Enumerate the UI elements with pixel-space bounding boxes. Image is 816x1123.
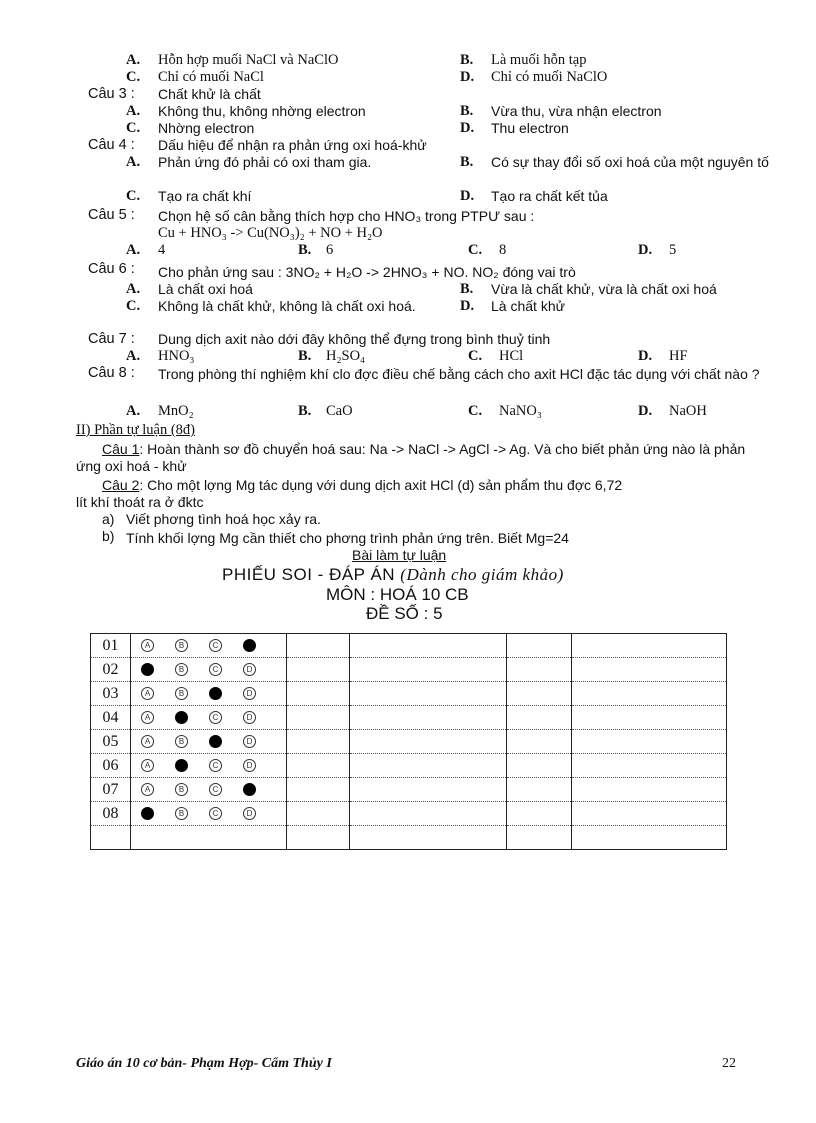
q2-a-label: A. — [126, 52, 141, 68]
q3-option-b: Vừa thu, vừa nhận electron — [491, 103, 662, 119]
answer-bubbles — [131, 826, 287, 850]
q4-a-label: A. — [126, 154, 141, 170]
answer-empty-cell — [572, 682, 727, 706]
q2-c-label: C. — [126, 69, 141, 85]
q8-option-c: NaNO₃ — [499, 403, 542, 419]
q5-d-label: D. — [638, 242, 653, 258]
answer-empty-cell — [287, 826, 350, 850]
answer-empty-cell — [287, 802, 350, 826]
q2-option-a: Hỗn hợp muối NaCl và NaClO — [158, 52, 339, 68]
essay-a-label: a) — [102, 511, 115, 527]
answer-empty-cell — [572, 826, 727, 850]
q3-d-label: D. — [460, 120, 475, 136]
answer-bubble-c: C — [209, 759, 222, 772]
q5-c-label: C. — [468, 242, 483, 258]
q6-option-c: Không là chất khử, không là chất oxi hoá. — [158, 298, 416, 314]
essay-b-text: Tính khối lợng Mg cần thiết cho phơng trình phản ứng trên. Biết Mg=24 — [126, 530, 569, 546]
answer-bubble-c: C — [209, 735, 222, 748]
q6-d-label: D. — [460, 298, 475, 314]
answer-empty-cell — [287, 634, 350, 658]
q2-option-c: Chỉ có muối NaCl — [158, 69, 264, 85]
q4-option-d: Tạo ra chất kết tủa — [491, 188, 608, 204]
answer-sheet-title-text: PHIẾU SOI - ĐÁP ÁN — [222, 565, 396, 584]
answer-empty-cell — [507, 778, 572, 802]
essay-q1-label: Câu 1 — [102, 441, 140, 457]
q5-a-label: A. — [126, 242, 141, 258]
answer-bubbles — [131, 658, 287, 682]
q3-option-c: Nhờng electron — [158, 120, 255, 136]
answer-bubble-c: C — [209, 687, 222, 700]
answer-empty-cell — [350, 730, 507, 754]
page-number: 22 — [722, 1056, 736, 1071]
q7-option-b: H₂SO₄ — [326, 348, 366, 364]
answer-empty-cell — [287, 778, 350, 802]
q2-option-d: Chỉ có muối NaClO — [491, 69, 608, 85]
essay-b-label: b) — [102, 528, 115, 544]
answer-empty-cell — [572, 778, 727, 802]
answer-bubble-b: B — [175, 663, 188, 676]
essay-work-title: Bài làm tự luận — [352, 547, 447, 563]
essay-heading: II) Phần tự luận (8đ) — [76, 422, 195, 438]
answer-bubble-a: A — [141, 687, 154, 700]
q7-d-label: D. — [638, 348, 653, 364]
answer-empty-cell — [572, 634, 727, 658]
footer-text: Giáo án 10 cơ bản- Phạm Hợp- Cẩm Thủy I — [76, 1056, 332, 1071]
q4-option-b: Có sự thay đổi số oxi hoá của một nguyên tố — [491, 154, 769, 170]
answer-bubbles — [131, 682, 287, 706]
answer-empty-cell — [350, 802, 507, 826]
answer-empty-cell — [507, 634, 572, 658]
answer-bubbles — [131, 634, 287, 658]
answer-bubble-c: C — [209, 663, 222, 676]
answer-row — [91, 802, 727, 826]
q8-option-b: CaO — [326, 403, 353, 419]
answer-empty-cell — [507, 826, 572, 850]
answer-bubble-c: C — [209, 807, 222, 820]
answer-row-number: 01 — [91, 634, 131, 658]
q2-b-label: B. — [460, 52, 474, 68]
q5-option-a: 4 — [158, 242, 166, 258]
q4-label: Câu 4 : — [88, 137, 135, 153]
q5-b-label: B. — [298, 242, 312, 258]
q6-text: Cho phản ứng sau : 3NO₂ + H₂O -> 2HNO₃ + NO. NO₂ đóng vai trò — [158, 264, 576, 280]
answer-bubble-c: C — [209, 783, 222, 796]
answer-bubble-d: D — [243, 639, 256, 652]
essay-q2-label: Câu 2 — [102, 477, 140, 493]
answer-row-number: 03 — [91, 682, 131, 706]
q6-option-a: Là chất oxi hoá — [158, 281, 253, 297]
answer-bubbles — [131, 802, 287, 826]
q8-b-label: B. — [298, 403, 312, 419]
answer-empty-cell — [507, 802, 572, 826]
answer-bubble-c: C — [209, 711, 222, 724]
q4-d-label: D. — [460, 188, 475, 204]
answer-empty-cell — [287, 682, 350, 706]
q3-option-a: Không thu, không nhờng electron — [158, 103, 366, 119]
answer-row-number: 08 — [91, 802, 131, 826]
answer-empty-cell — [287, 658, 350, 682]
answer-bubbles — [131, 754, 287, 778]
answer-empty-cell — [572, 706, 727, 730]
answer-empty-cell — [287, 754, 350, 778]
answer-empty-cell — [350, 778, 507, 802]
q3-b-label: B. — [460, 103, 474, 119]
q5-text: Chọn hệ số cân bằng thích hợp cho HNO₃ trong PTPƯ sau : — [158, 208, 535, 224]
answer-row — [91, 826, 727, 850]
answer-bubble-b: B — [175, 687, 188, 700]
answer-row-number: 04 — [91, 706, 131, 730]
q7-a-label: A. — [126, 348, 141, 364]
answer-bubble-a: A — [141, 735, 154, 748]
q7-option-c: HCl — [499, 348, 524, 364]
answer-row — [91, 730, 727, 754]
q5-label: Câu 5 : — [88, 207, 135, 223]
answer-empty-cell — [507, 754, 572, 778]
answer-bubble-d: D — [243, 735, 256, 748]
answer-bubble-d: D — [243, 711, 256, 724]
answer-bubble-c: C — [209, 639, 222, 652]
answer-bubble-a: A — [141, 783, 154, 796]
answer-bubble-d: D — [243, 807, 256, 820]
q7-label: Câu 7 : — [88, 331, 135, 347]
answer-empty-cell — [507, 658, 572, 682]
answer-row — [91, 634, 727, 658]
answer-bubble-d: D — [243, 687, 256, 700]
q3-a-label: A. — [126, 103, 141, 119]
answer-bubble-b: B — [175, 639, 188, 652]
answer-bubble-b: B — [175, 807, 188, 820]
answer-bubbles — [131, 778, 287, 802]
answer-empty-cell — [287, 706, 350, 730]
q3-option-d: Thu electron — [491, 120, 569, 136]
essay-a-text: Viết phơng tình hoá học xảy ra. — [126, 511, 321, 527]
q8-option-a: MnO₂ — [158, 403, 194, 419]
q4-option-a: Phản ứng đó phải có oxi tham gia. — [158, 154, 372, 170]
answer-empty-cell — [350, 682, 507, 706]
answer-bubble-d: D — [243, 759, 256, 772]
q4-b-label: B. — [460, 154, 474, 170]
q5-option-c: 8 — [499, 242, 507, 258]
q6-a-label: A. — [126, 281, 141, 297]
answer-row-number: 05 — [91, 730, 131, 754]
answer-bubble-a: A — [141, 759, 154, 772]
answer-bubble-d: D — [243, 663, 256, 676]
q6-label: Câu 6 : — [88, 261, 135, 277]
answer-empty-cell — [572, 658, 727, 682]
answer-empty-cell — [350, 634, 507, 658]
answer-bubble-b: B — [175, 735, 188, 748]
q3-text: Chất khử là chất — [158, 86, 261, 102]
answer-row — [91, 778, 727, 802]
q4-c-label: C. — [126, 188, 141, 204]
answer-bubble-b: B — [175, 711, 188, 724]
q2-option-b: Là muối hỗn tạp — [491, 52, 587, 68]
answer-empty-cell — [572, 802, 727, 826]
answer-empty-cell — [572, 730, 727, 754]
answer-empty-cell — [350, 754, 507, 778]
q4-option-c: Tạo ra chất khí — [158, 188, 252, 204]
q4-text: Dấu hiệu để nhận ra phản ứng oxi hoá-khử — [158, 137, 427, 153]
answer-sheet-exam-code: ĐỀ SỐ : 5 — [366, 604, 443, 623]
answer-row-number: 02 — [91, 658, 131, 682]
q6-option-b: Vừa là chất khử, vừa là chất oxi hoá — [491, 281, 717, 297]
answer-bubble-a: A — [141, 807, 154, 820]
answer-grid — [90, 633, 727, 850]
answer-row — [91, 682, 727, 706]
answer-bubble-b: B — [175, 783, 188, 796]
answer-bubbles — [131, 730, 287, 754]
q8-a-label: A. — [126, 403, 141, 419]
answer-row — [91, 706, 727, 730]
q8-c-label: C. — [468, 403, 483, 419]
q7-b-label: B. — [298, 348, 312, 364]
q3-c-label: C. — [126, 120, 141, 136]
answer-row-number — [91, 826, 131, 850]
q7-c-label: C. — [468, 348, 483, 364]
answer-empty-cell — [572, 754, 727, 778]
q8-text: Trong phòng thí nghiệm khí clo đợc điều chế bằng cách cho axit HCl đặc tác dụng với chất nào ? — [158, 366, 760, 382]
q7-text: Dung dịch axit nào dới đây không thể đựng trong bình thuỷ tinh — [158, 331, 551, 347]
essay-q1-text: : Hoàn thành sơ đồ chuyển hoá sau: Na -> NaCl -> AgCl -> Ag. Và cho biết phản ứng nào là phản ứng oxi hoá - khử — [76, 441, 746, 474]
q6-b-label: B. — [460, 281, 474, 297]
essay-question-1 — [76, 441, 746, 475]
q5-option-d: 5 — [669, 242, 677, 258]
q8-d-label: D. — [638, 403, 653, 419]
q8-label: Câu 8 : — [88, 365, 135, 381]
q5-option-b: 6 — [326, 242, 334, 258]
answer-bubble-a: A — [141, 711, 154, 724]
q7-option-d: HF — [669, 348, 688, 364]
answer-row-number: 07 — [91, 778, 131, 802]
answer-bubbles — [131, 706, 287, 730]
answer-row-number: 06 — [91, 754, 131, 778]
answer-bubble-b: B — [175, 759, 188, 772]
answer-bubble-a: A — [141, 639, 154, 652]
answer-sheet-title-note: (Dành cho giám khảo) — [400, 565, 564, 584]
answer-empty-cell — [287, 730, 350, 754]
answer-empty-cell — [507, 730, 572, 754]
q6-option-d: Là chất khử — [491, 298, 565, 314]
essay-q2-line2: lít khí thoát ra ở đktc — [76, 494, 204, 510]
q7-option-a: HNO₃ — [158, 348, 195, 364]
answer-empty-cell — [350, 658, 507, 682]
essay-q2-line1: : Cho một lợng Mg tác dụng với dung dịch axit HCl (d) sản phẩm thu đợc 6,72 — [139, 477, 623, 493]
answer-bubble-a: A — [141, 663, 154, 676]
q8-option-d: NaOH — [669, 403, 707, 419]
essay-question-2 — [102, 477, 622, 493]
answer-row — [91, 754, 727, 778]
answer-empty-cell — [507, 706, 572, 730]
answer-empty-cell — [507, 682, 572, 706]
q6-c-label: C. — [126, 298, 141, 314]
answer-bubble-d: D — [243, 783, 256, 796]
q2-d-label: D. — [460, 69, 475, 85]
q3-label: Câu 3 : — [88, 86, 135, 102]
answer-empty-cell — [350, 826, 507, 850]
answer-empty-cell — [350, 706, 507, 730]
q5-equation: Cu + HNO₃ -> Cu(NO₃)₂ + NO + H₂O — [158, 225, 383, 241]
answer-row — [91, 658, 727, 682]
answer-sheet-subject: MÔN : HOÁ 10 CB — [326, 585, 469, 604]
answer-sheet-title — [222, 565, 564, 585]
